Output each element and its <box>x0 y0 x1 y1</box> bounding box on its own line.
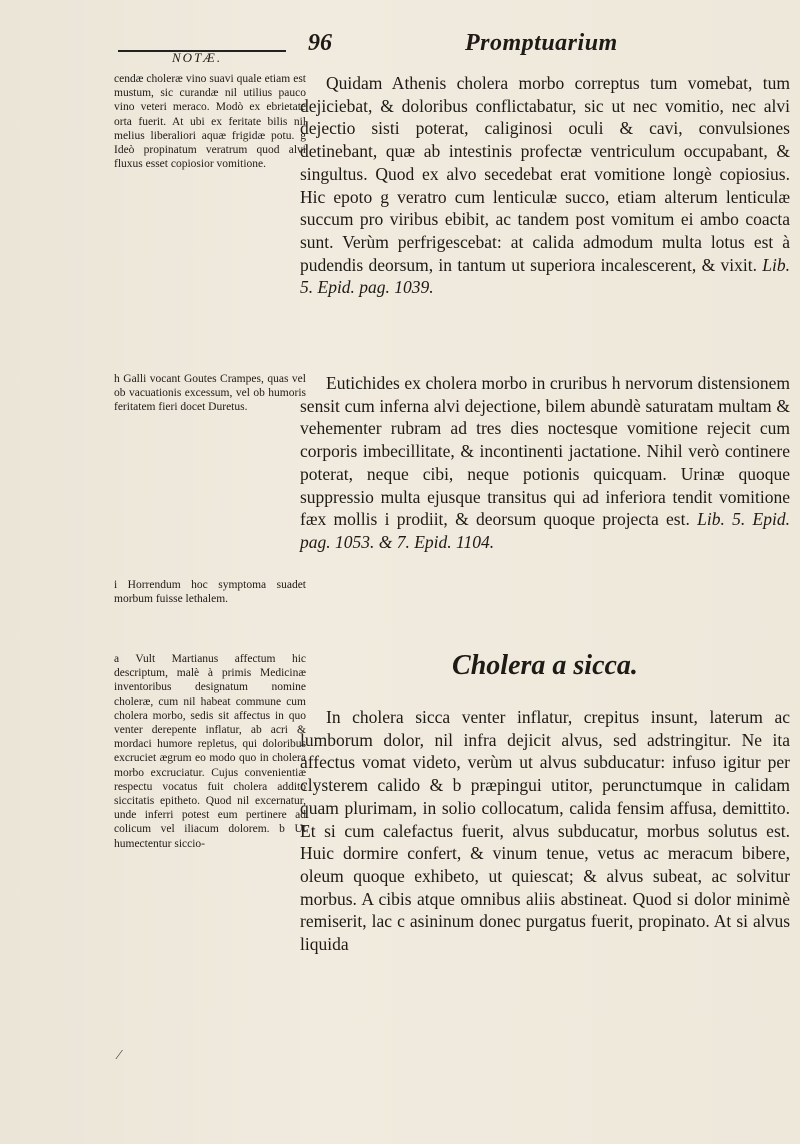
running-title: Promptuarium <box>465 30 618 56</box>
page-header <box>110 30 770 66</box>
main-text-1 <box>300 72 790 299</box>
paragraph: In cholera sicca venter inflatur, crepitus insunt, laterum ac lumborum dolor, nil infra dejicit alvus, sed adstringitur. Ne ita affectus vomat videto, verùm ut alvus subducatur: infuso igitur per clysterem calido & b præpingui utitor, perunctumque in calidam quam plurimam, in solio collocatum, calida fensim affusa, demittito. Et si cum calefactus fuerit, alvus subducatur, morbus solutus est. Huic dormire confert, & vinum tenue, vetus ac meracum bibere, oleum quoque exhibeto, ut quiescat; & alvus subeat, ac solvitur morbus. A cibis atque omnibus aliis abstineat. Quod si dolor minimè remiserit, lac c asininum donec purgatus fuerit, propinato. At si alvus liquida <box>300 707 790 955</box>
page-number: 96 <box>308 30 332 56</box>
marginal-note: h Galli vocant Goutes Crampes, quas vel ob vacuationis excessum, vel ob humoris feritatem fieri docet Duretus. <box>114 373 306 414</box>
marginal-note: a Vult Martianus affectum hic descriptum, malè à primis Medicinæ inventoribus designatum nomine choleræ, cum nil habeat commune cum cholera morbo, sedis sit affectus in quo venter derepente inflatur, ab acri & mordaci humore repletus, qui doloribus excruciet ægrum eo modo quo in cholera morbo excruciatur. Cujus convenientiæ respectu vocatus fuit cholera addito siccitatis epitheto. Quod nil excernatur, unde inferri potest eum pertinere ad colicum vel iliacum dolorem. b Ut humectentur siccio- <box>114 653 306 850</box>
marginal-notes-2 <box>114 372 306 415</box>
paragraph <box>300 72 790 299</box>
marginal-notes-1 <box>114 72 306 171</box>
citation: Lib. 5. Epid. pag. 1053. & 7. Epid. 1104. <box>300 509 790 552</box>
main-text-3 <box>300 706 790 956</box>
ink-mark: ⁄ <box>118 1048 121 1063</box>
notes-heading: NOTÆ. <box>172 50 223 65</box>
section-title: Cholera a sicca. <box>452 650 638 681</box>
marginal-notes-4 <box>114 652 306 851</box>
main-text-2 <box>300 372 790 554</box>
citation: Lib. 5. Epid. pag. 1039. <box>300 254 790 298</box>
paragraph-text: Quidam Athenis cholera morbo correptus tum vomebat, tum dejiciebat, & doloribus conflictabatur, sic ut nec vomitio, nec alvi dejectio sisti poterat, caliginosi oculi & cavi, convulsiones detinebant, quæ ab intestinis profectæ ventriculum occupabant, & singultus. Quod ex alvo secedebat erat vomitione longè copiosius. Hic epoto g veratro cum lenticulæ succo, etiam alterum lenticulæ succum pro viribus ebibit, ac tandem post vomitum ei ambo coacta sunt. Verùm perfrigescebat: at calida admodum multa lotus est à pudendis deorsum, in tantum ut superiora incalescerent, & vixit. <box>300 73 790 275</box>
marginal-notes-3 <box>114 578 306 606</box>
marginal-note: i Horrendum hoc symptoma suadet morbum fuisse lethalem. <box>114 579 306 606</box>
paragraph <box>300 372 790 554</box>
paragraph-text: Eutichides ex cholera morbo in cruribus h nervorum distensionem sensit cum inferna alvi dejectione, bilem abundè saturatam multam & vehementer rubram ad tres dies noctesque vomitione rejecit cum corporis imbecillitate, & incontinenti jactatione. Nihil verò continere poterat, neque cibi, neque potionis quicquam. Urinæ quoque suppressio multa ejusque transitus qui ad inferiora tendit vomitione fæx mollis i prodiit, & deorsum quoque projecta est. <box>300 373 790 530</box>
marginal-note: cendæ choleræ vino suavi quale etiam est mustum, sic curandæ nil utilius pauco vino veteri meraco. Modò ex ebrietate orta fuerit. At ubi ex feritate bilis nil melius liberaliori aquæ frigidæ potu. g Ideò propinatum veratrum quod alvi fluxus esset copiosior vomitione. <box>114 73 306 171</box>
